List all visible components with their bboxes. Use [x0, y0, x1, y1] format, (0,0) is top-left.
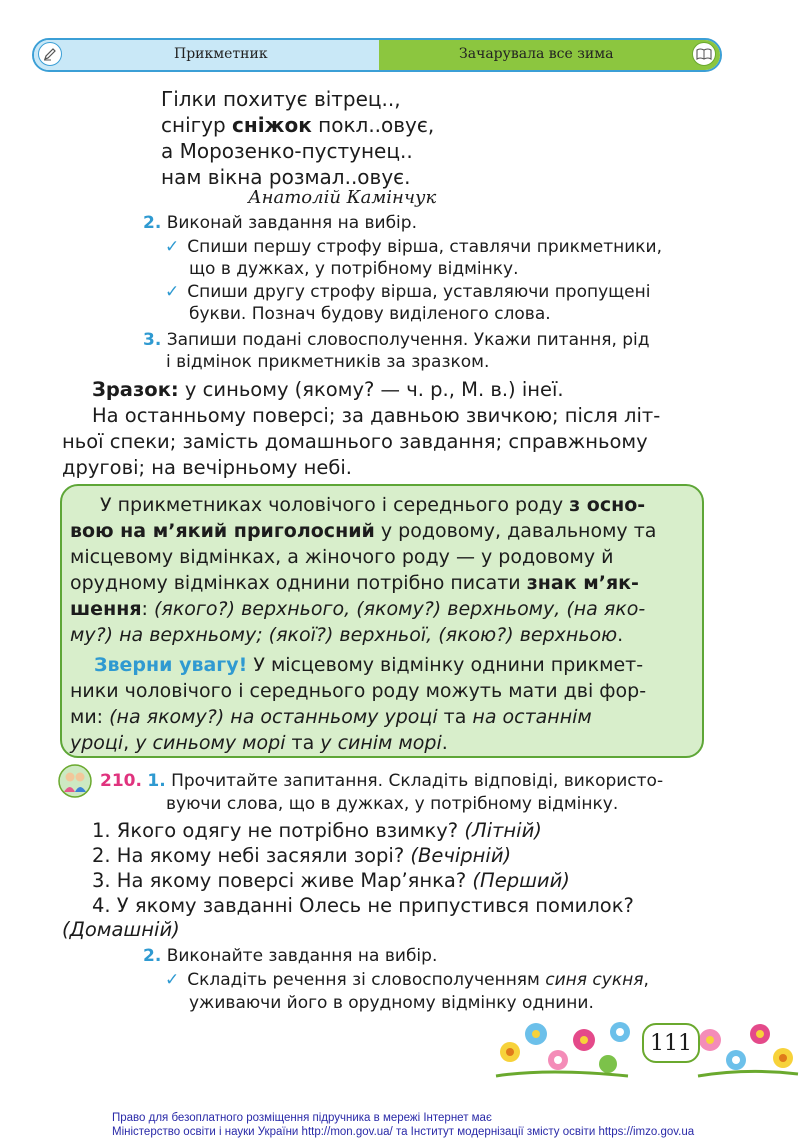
attention-line: ники чоловічого і середнього роду можуть мати дві фор-: [70, 680, 647, 702]
exercise-210-option-cont: уживаючи його в орудному відмінку однини.: [189, 993, 594, 1013]
attention-label: Зверни увагу!: [94, 654, 248, 676]
page-header: [32, 38, 722, 72]
poem-author: Анатолій Камінчук: [248, 187, 437, 208]
phrases-line: ньої спеки; замість домашнього завдання; справжньому: [62, 430, 648, 453]
pen-icon: [38, 42, 62, 66]
rule-line: орудному відмінках однини потрібно писати знак м’як-: [70, 572, 639, 594]
footer-line: Міністерство освіти і науки України http://mon.gov.ua/ та Інститут модернізації змісту освіти https://imzo.gov.ua: [112, 1126, 695, 1138]
exercise-210-task-2: 2. Виконайте завдання на вибір.: [143, 946, 438, 966]
rule-line: му?) на верхньому; (якої?) верхньої, (якою?) верхньою.: [70, 624, 624, 646]
phrases-line: другові; на вечірньому небі.: [62, 456, 352, 479]
question-1: 1. Якого одягу не потрібно взимку? (Літній): [92, 819, 542, 842]
question-2: 2. На якому небі засяяли зорі? (Вечірній): [92, 844, 512, 867]
question-4: 4. У якому завданні Олесь не припустився помилок?: [92, 894, 634, 917]
attention-line: Зверни увагу! У місцевому відмінку однини прикмет-: [94, 654, 644, 676]
header-right-section: [379, 40, 720, 70]
task-2-option-2-cont: букви. Познач будову виділеного слова.: [189, 304, 551, 324]
check-icon: ✓: [165, 970, 180, 990]
poem-line: нам вікна розмал..овує.: [161, 165, 411, 189]
header-section-title: Прикметник: [174, 46, 268, 62]
phrases-line: На останньому поверсі; за давньою звичкою; після літ-: [92, 404, 661, 427]
question-3: 3. На якому поверсі живе Мар’янка? (Перший): [92, 869, 570, 892]
pair-work-icon: [58, 764, 92, 798]
question-4-answer: (Домашній): [62, 918, 180, 941]
book-icon: [692, 42, 716, 66]
rule-line: У прикметниках чоловічого і середнього роду з осно-: [100, 494, 646, 516]
task-3-cont: і відмінок прикметників за зразком.: [166, 352, 490, 372]
attention-line: уроці, у синьому морі та у синім морі.: [70, 732, 448, 754]
header-left-section: [34, 40, 379, 70]
check-icon: ✓: [165, 237, 180, 257]
exercise-210-option: ✓ Складіть речення зі словосполученням синя сукня,: [165, 970, 649, 990]
poem-line: Гілки похитує вітрец..,: [161, 87, 401, 111]
page-number: 111: [642, 1023, 700, 1063]
exercise-210-cont: вуючи слова, що в дужках, у потрібному відмінку.: [166, 794, 619, 814]
header-chapter-title: Зачарувала все зима: [459, 46, 614, 62]
sample-line: Зразок: у синьому (якому? — ч. р., М. в.) інеї.: [92, 378, 564, 401]
highlighted-word: сніжок: [232, 113, 312, 137]
rule-line: вою на м’який приголосний у родовому, давальному та: [70, 520, 657, 542]
rule-line: місцевому відмінках, а жіночого роду — у родовому й: [70, 546, 614, 568]
poem-line: снігур сніжок покл..овує,: [161, 113, 435, 137]
footer-line: Право для безоплатного розміщення підручника в мережі Інтернет має: [112, 1112, 492, 1124]
poem-line: а Морозенко-пустунец..: [161, 139, 413, 163]
task-3: 3. Запиши подані словосполучення. Укажи питання, рід: [143, 330, 650, 350]
exercise-210: 210. 1. Прочитайте запитання. Складіть відповіді, використо-: [100, 771, 664, 791]
task-2-option-2: ✓ Спиши другу строфу вірша, уставляючи пропущені: [165, 282, 651, 302]
task-2-intro: 2. Виконай завдання на вибір.: [143, 213, 417, 233]
task-2-option-1: ✓ Спиши першу строфу вірша, ставлячи прикметники,: [165, 237, 662, 257]
check-icon: ✓: [165, 282, 180, 302]
rule-line: шення: (якого?) верхнього, (якому?) верхньому, (на яко-: [70, 598, 646, 620]
attention-line: ми: (на якому?) на останньому уроці та на останнім: [70, 706, 592, 728]
task-2-option-1-cont: що в дужках, у потрібному відмінку.: [189, 259, 519, 279]
